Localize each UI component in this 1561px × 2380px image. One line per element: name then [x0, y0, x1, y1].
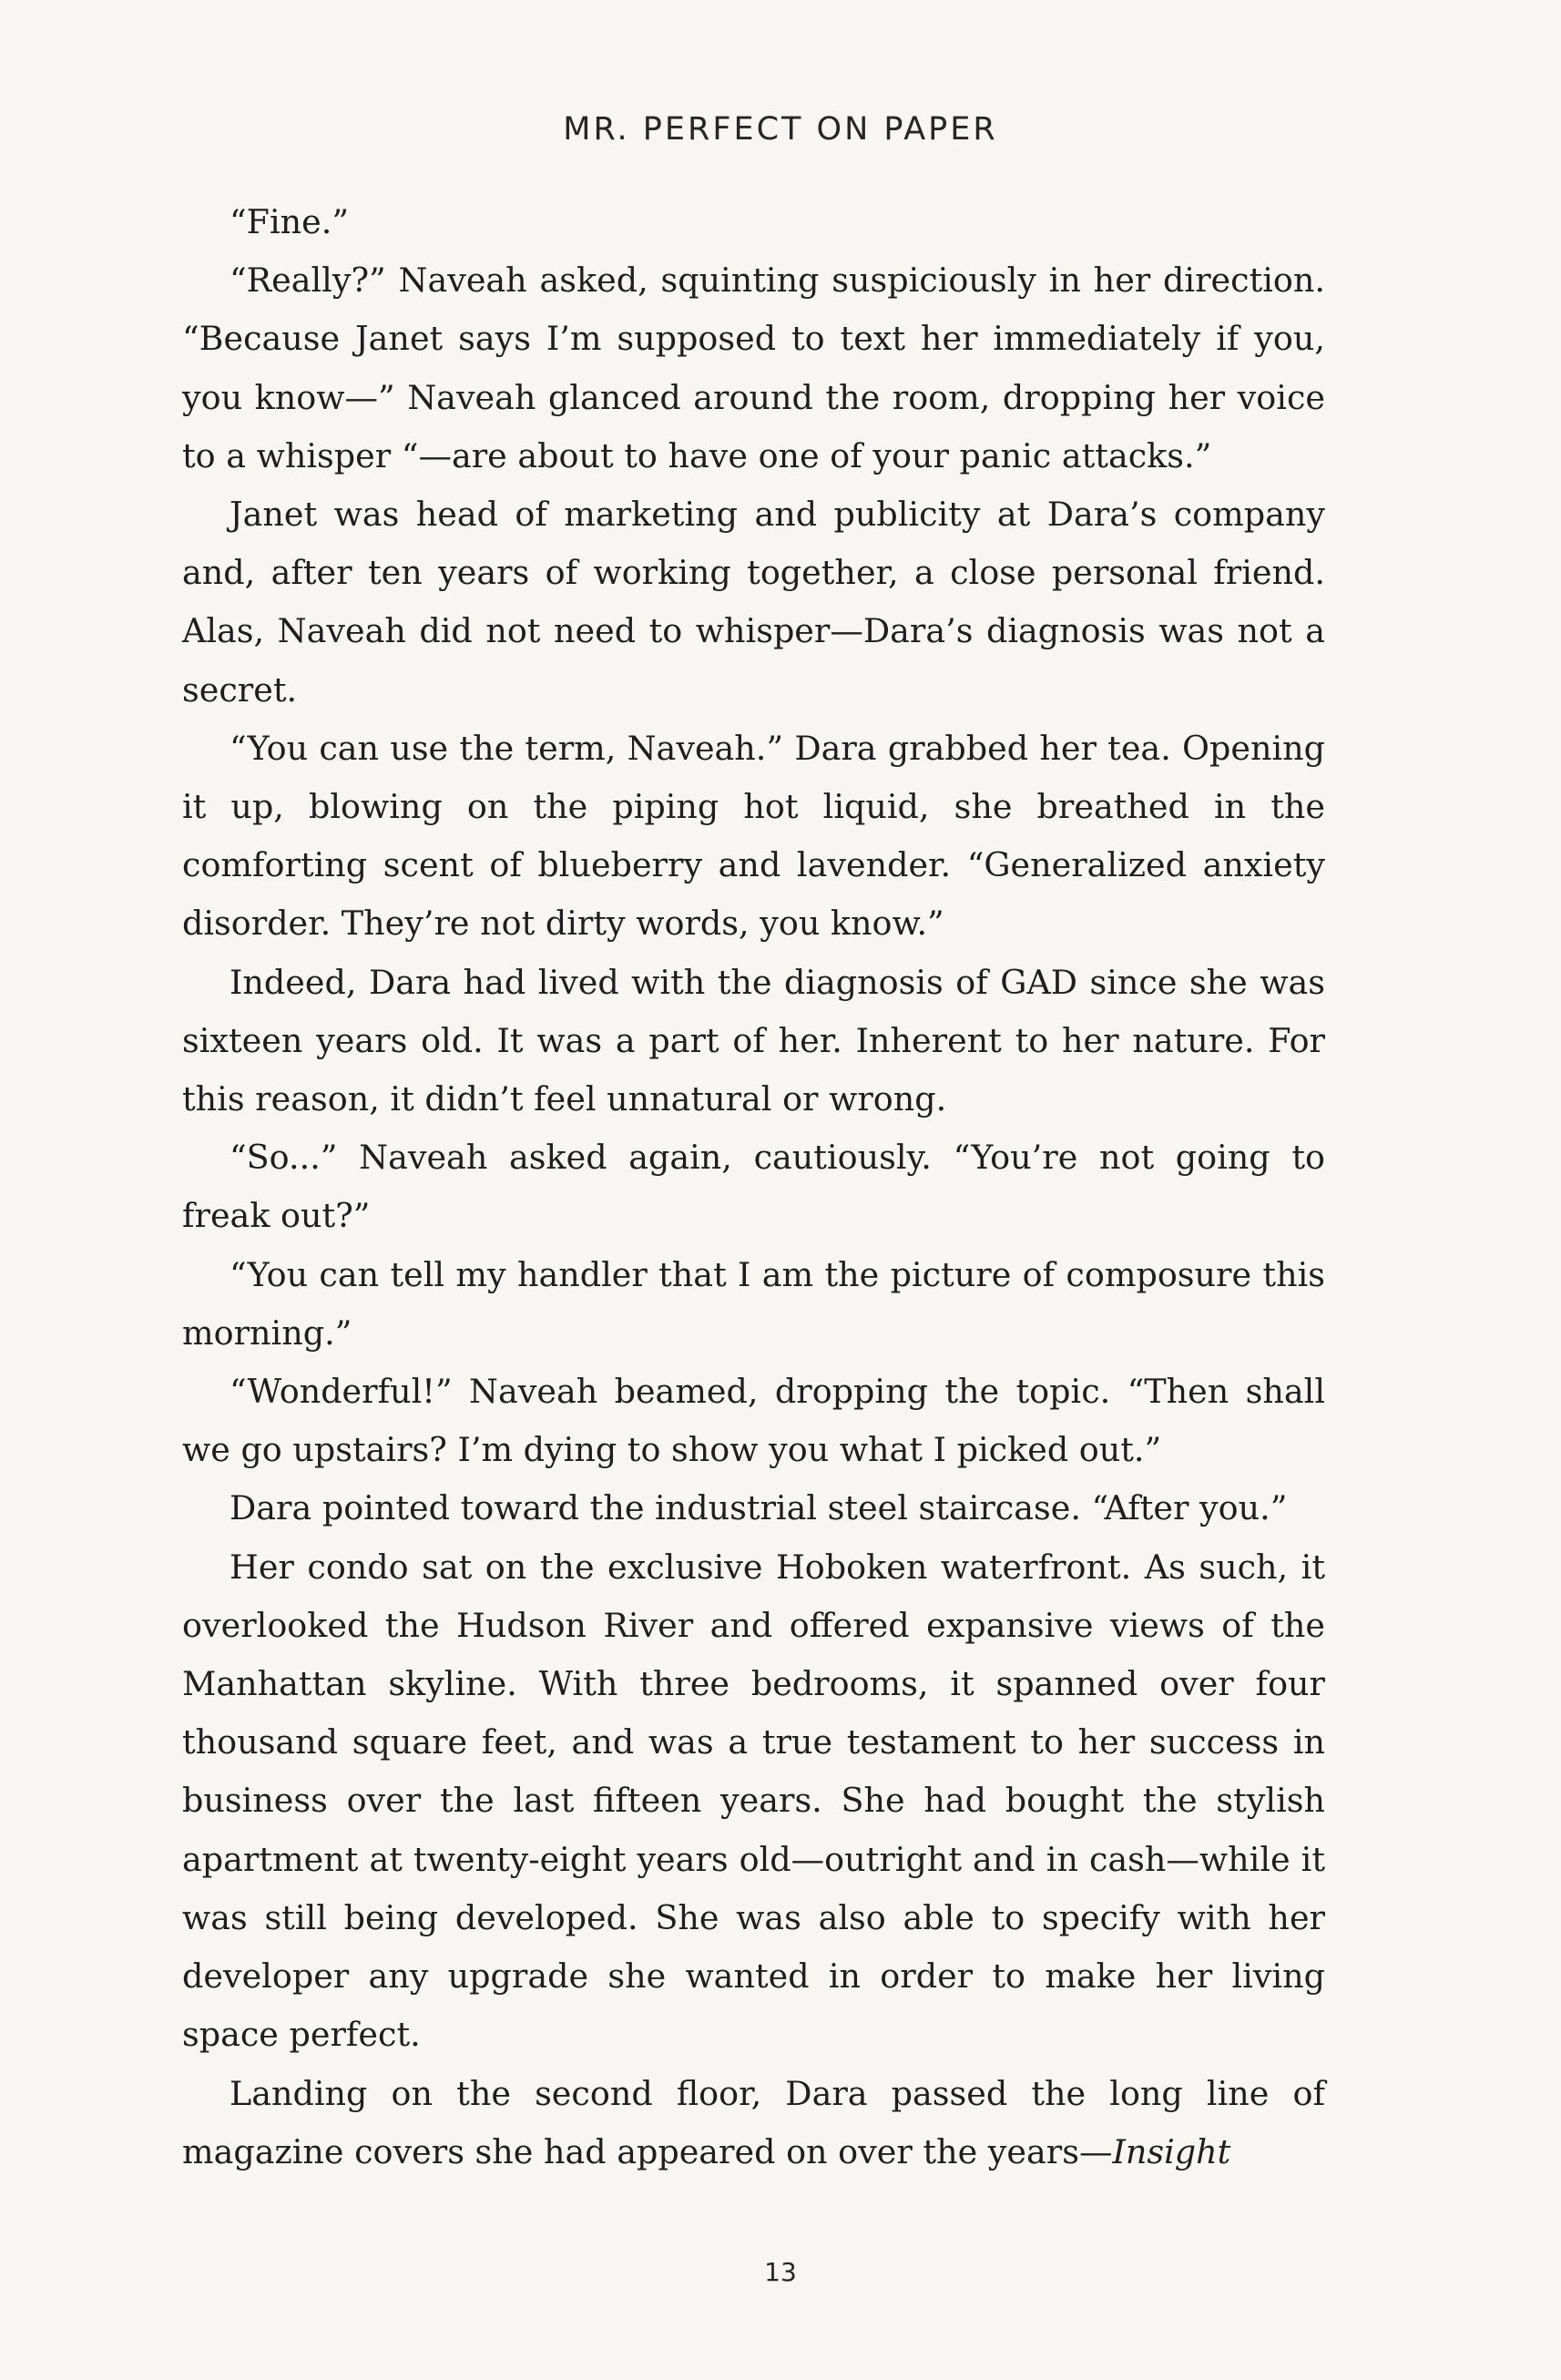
paragraph-2: “Really?” Naveah asked, squinting suspiciously in her direction. “Because Janet says I’m supposed to text her immediately if you, you know—” Naveah glanced around the room, dropping her voice to a whisper “—are about to have one of your panic attacks.” — [182, 260, 1325, 475]
paragraph-11 — [182, 2065, 1325, 2181]
paragraph-10: Her condo sat on the exclusive Hoboken waterfront. As such, it overlooked the Hudson River and offered expansive views of the Manhattan skyline. With three bedrooms, it spanned over four thousand square feet, and was a true testament to her success in business over the last fifteen years. She had bought the stylish apartment at twenty-eight years old—outright and in cash—while it was still being developed. She was also able to specify with her developer any upgrade she wanted in order to make her living space perfect. — [182, 1547, 1325, 2055]
paragraph-8: “Wonderful!” Naveah beamed, dropping the topic. “Then shall we go upstairs? I’m dying to show you what I picked out.” — [182, 1372, 1325, 1470]
paragraph-11-text: Landing on the second floor, Dara passed the long line of magazine covers she had appeared on over the years— — [182, 2073, 1325, 2171]
paragraph-9: Dara pointed toward the industrial steel staircase. “After you.” — [230, 1488, 1288, 1528]
italic-title: Insight — [1112, 2131, 1231, 2171]
body-text — [182, 193, 1325, 2181]
page-number: 13 — [764, 2257, 797, 2287]
paragraph-1: “Fine.” — [230, 202, 350, 241]
running-head: MR. PERFECT ON PAPER — [563, 111, 998, 148]
paragraph-5: Indeed, Dara had lived with the diagnosis of GAD since she was sixteen years old. It was a part of her. Inherent to her nature. For this reason, it didn’t feel unnatural or wrong. — [182, 962, 1325, 1119]
paragraph-3: Janet was head of marketing and publicity at Dara’s company and, after ten years of working together, a close personal friend. Alas, Naveah did not need to whisper—Dara’s diagnosis was not a secret. — [182, 495, 1325, 710]
paragraph-6: “So...” Naveah asked again, cautiously. “You’re not going to freak out?” — [182, 1138, 1325, 1236]
paragraph-4: “You can use the term, Naveah.” Dara grabbed her tea. Opening it up, blowing on the piping hot liquid, she breathed in the comforting scent of blueberry and lavender. “Generalized anxiety disorder. They’re not dirty words, you know.” — [182, 728, 1325, 944]
paragraph-7: “You can tell my handler that I am the picture of composure this morning.” — [182, 1254, 1325, 1353]
